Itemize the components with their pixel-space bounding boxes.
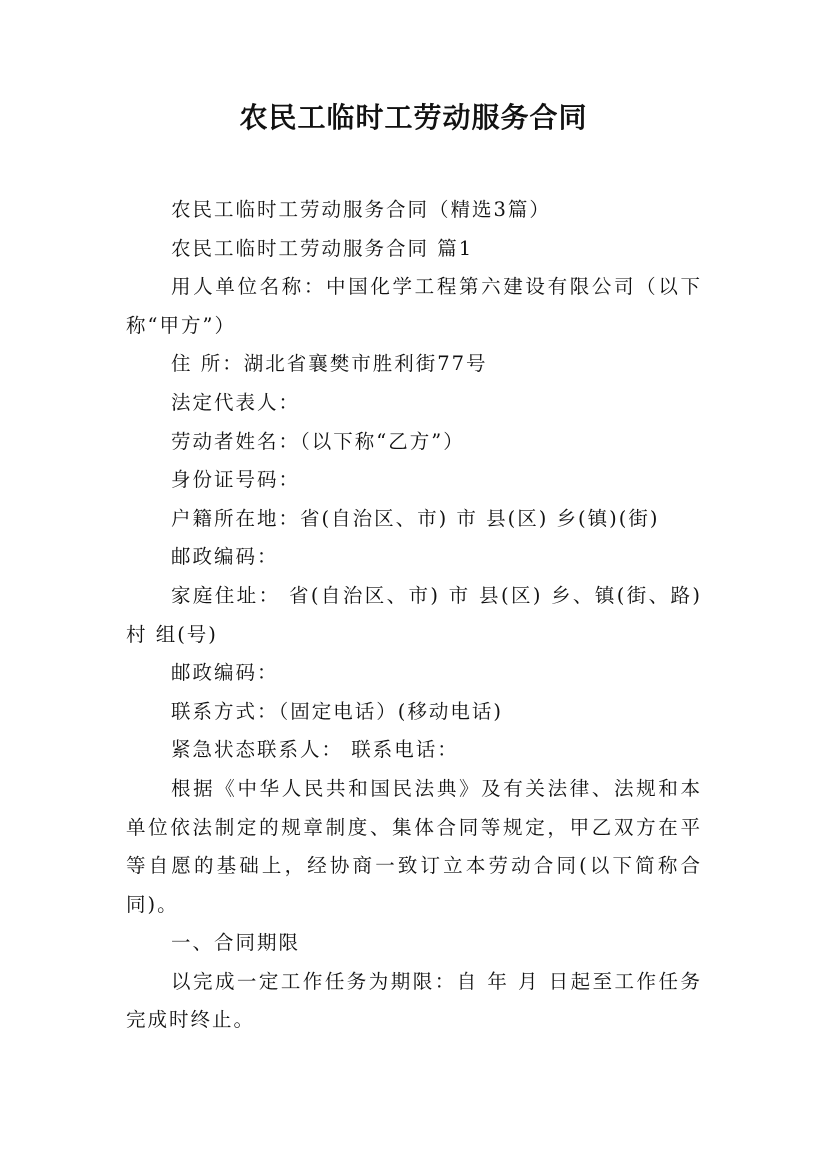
paragraph-worker-name: 劳动者姓名：（以下称“乙方”） (171, 429, 465, 453)
paragraph-household-registration: 户籍所在地：省(自治区、市) 市 县(区) 乡(镇)(街) (171, 506, 660, 530)
paragraph-address: 住 所：湖北省襄樊市胜利街77号 (171, 352, 488, 376)
paragraph-section-heading: 农民工临时工劳动服务合同 篇1 (171, 236, 474, 260)
paragraph-emergency-contact: 紧急状态联系人： 联系电话： (171, 738, 459, 762)
paragraph-contract-term-heading: 一、合同期限 (171, 931, 301, 955)
paragraph-id-number: 身份证号码： (171, 468, 301, 492)
document-title: 农民工临时工劳动服务合同 (239, 101, 588, 134)
paragraph-employer-name: 用人单位名称：中国化学工程第六建设有限公司（以下称“甲方”） (126, 275, 702, 337)
paragraph-legal-representative: 法定代表人： (171, 390, 301, 414)
paragraph-contact-method: 联系方式：（固定电话）(移动电话) (171, 699, 503, 723)
paragraph-contract-term: 以完成一定工作任务为期限：自 年 月 日起至工作任务完成时终止。 (126, 969, 702, 1032)
document-body (126, 191, 702, 1040)
paragraph-home-address: 家庭住址： 省(自治区、市) 市 县(区) 乡、镇(街、路) 村 组(号) (126, 583, 702, 646)
paragraph-legal-basis: 根据《中华人民共和国民法典》及有关法律、法规和本单位依法制定的规章制度、集体合同等规定，甲乙双方在平等自愿的基础上，经协商一致订立本劳动合同(以下简称合同)。 (126, 776, 702, 916)
paragraph-postal-code-2: 邮政编码： (171, 661, 279, 685)
paragraph-postal-code-1: 邮政编码： (171, 545, 279, 569)
paragraph-subtitle: 农民工临时工劳动服务合同（精选3篇） (171, 198, 551, 221)
